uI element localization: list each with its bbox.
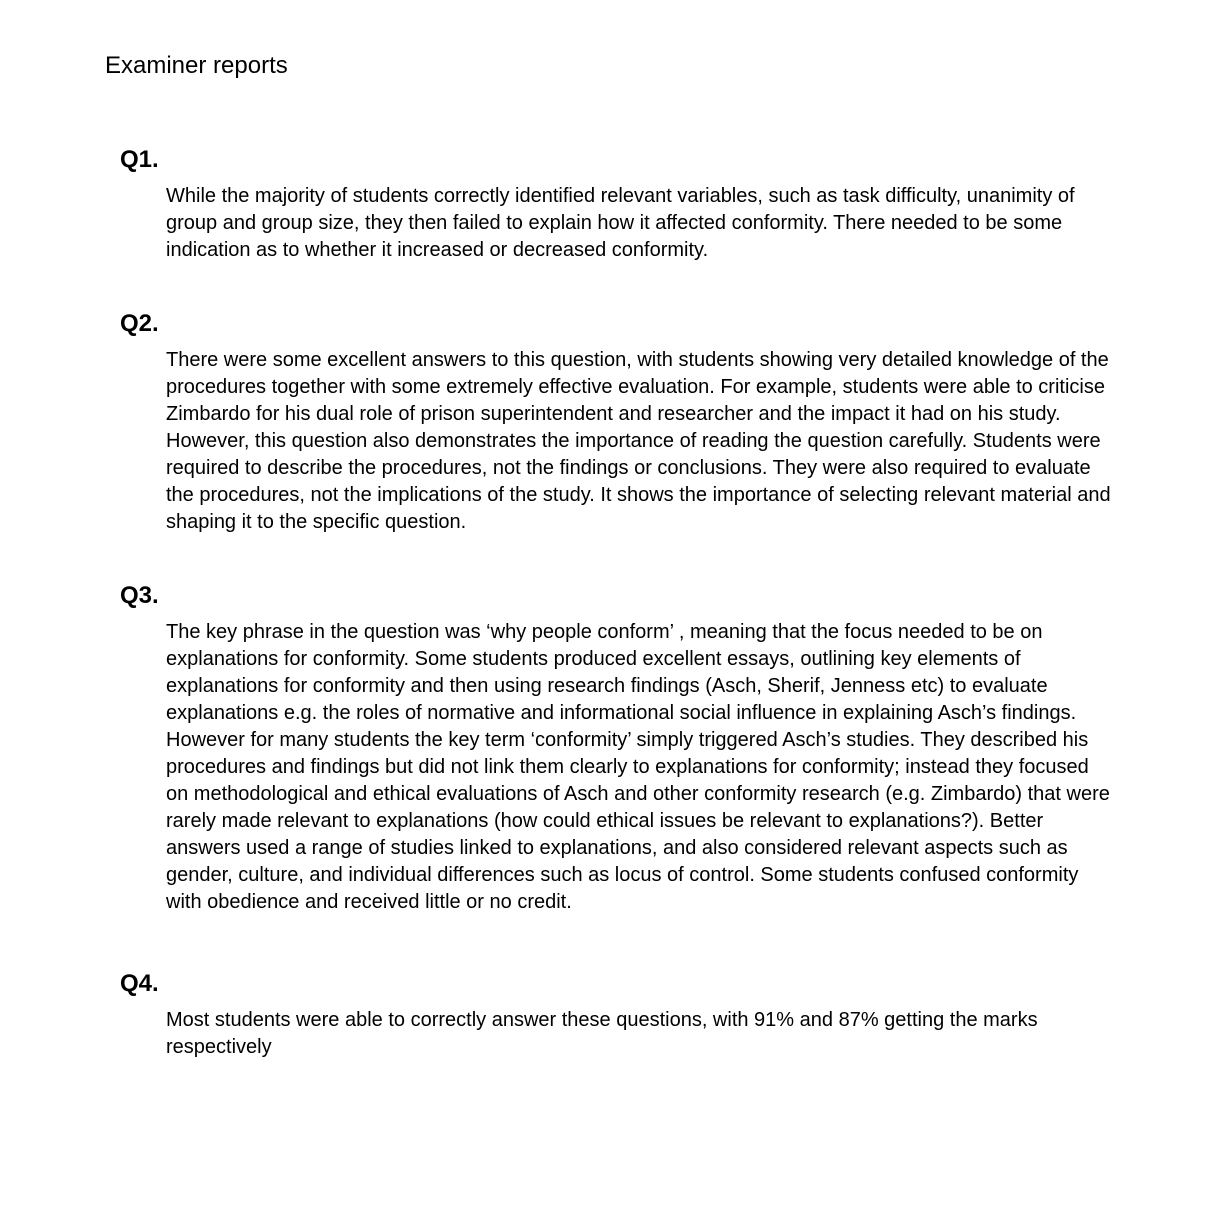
report-section-q2 [0, 310, 1224, 536]
question-label-q3: Q3. [120, 582, 159, 609]
question-report-text-q1: While the majority of students correctly identified relevant variables, such as task difficulty, unanimity of group and group size, they then failed to explain how it affected conformity. There needed to be some indication as to whether it increased or decreased conformity. [166, 185, 1075, 261]
question-label-q1: Q1. [120, 146, 159, 173]
document-page [0, 52, 1224, 1061]
question-label-q4: Q4. [120, 970, 159, 997]
question-report-text-q2: There were some excellent answers to this question, with students showing very detailed knowledge of the procedures together with some extremely effective evaluation. For example, students were able to criticise Zimbardo for his dual role of prison superintendent and researcher and the impact it had on his study. However, this question also demonstrates the importance of reading the question carefully. Students were required to describe the procedures, not the findings or conclusions. They were also required to evaluate the procedures, not the implications of the study. It shows the importance of selecting relevant material and shaping it to the specific question. [166, 349, 1111, 533]
report-section-q1 [0, 146, 1224, 264]
question-report-text-q3: The key phrase in the question was ‘why people conform’ , meaning that the focus needed to be on explanations for conformity. Some students produced excellent essays, outlining key elements of explanations for conformity and then using research findings (Asch, Sherif, Jenness etc) to evaluate explanations e.g. the roles of normative and informational social influence in explaining Asch’s findings. However for many students the key term ‘conformity’ simply triggered Asch’s studies. They described his procedures and findings but did not link them clearly to explanations for conformity; instead they focused on methodological and ethical evaluations of Asch and other conformity research (e.g. Zimbardo) that were rarely made relevant to explanations (how could ethical issues be relevant to explanations?). Better answers used a range of studies linked to explanations, and also considered relevant aspects such as gender, culture, and individual differences such as locus of control. Some students confused conformity with obedience and received little or no credit. [166, 621, 1110, 913]
report-section-q4 [0, 970, 1224, 1061]
page-title: Examiner reports [105, 52, 288, 79]
question-label-q2: Q2. [120, 310, 159, 337]
question-report-text-q4: Most students were able to correctly answer these questions, with 91% and 87% getting the marks respectively [166, 1009, 1038, 1058]
report-section-q3 [0, 582, 1224, 916]
